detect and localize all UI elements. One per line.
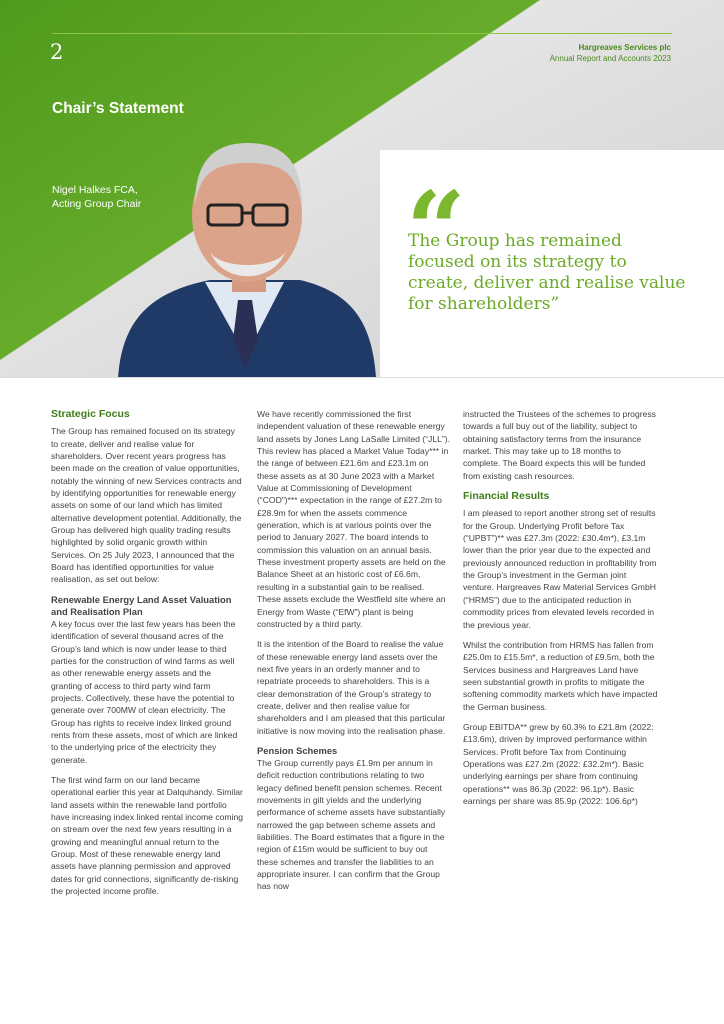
column-1 (51, 408, 244, 905)
paragraph: The first wind farm on our land became operational earlier this year at Dalquhandy. Similar land assets within the renewable land portfolio have increasing index linked rental income coming on stream over the next few years resulting in a growing and meaningful annual return to the Group. Most of these renewable energy land assets have planning permission and approved dates for grid connections, significantly de-risking the projected income profile. (51, 774, 244, 897)
paragraph: It is the intention of the Board to realise the value of these renewable energy land assets over the next five years in an orderly manner and to repatriate proceeds to shareholders. This is a clear demonstration of the Group’s strategy to create, deliver and then realise value for shareholders and I am pleased that this particular initiative is now moving into the realisation phase. (257, 639, 446, 736)
paragraph: instructed the Trustees of the schemes to progress towards a full buy out of the liability, subject to obtaining satisfactory terms from the insurance market. This may take up to 18 months to complete. The Board expects this will be funded from existing cash resources. (463, 409, 656, 481)
report-title: Annual Report and Accounts 2023 (549, 54, 671, 63)
company-name: Hargreaves Services plc (578, 43, 671, 52)
column-3 (463, 408, 658, 815)
person-role: Acting Group Chair (52, 198, 142, 210)
paragraph: Group EBITDA** grew by 60.3% to £21.8m (2022: £13.6m), driven by improved performance within Services. Profit before Tax from Continuing Operations was £27.2m (2022: £32.2m*). Basic underlying earnings per share from continuing operations** was 86.3p (2022: 96.1p*). Basic earnings per share was 85.9p (2022: 106.6p*) (463, 721, 654, 806)
report-header (550, 42, 671, 64)
page-number: 2 (50, 40, 64, 64)
pull-quote: The Group has remained focused on its strategy to create, deliver and realise value for shareholders” (408, 231, 686, 314)
paragraph: The Group has remained focused on its strategy to create, deliver and realise value for shareholders. Over recent years progress has been made on the creation of value opportunities, notably the winning of new Services contracts and by identifying opportunities for renewable energy assets on some of our land which has limited alternative development potential. Additionally, the Group has delivered high quality trading results highlighted by solid organic growth within Services. On 25 July 2023, I announced that the Board has identified opportunities for value realisation, as set out below: (51, 426, 242, 585)
paragraph: Whilst the contribution from HRMS has fallen from £25.0m to £15.5m*, a reduction of £9.5m, both the Services business and Hargreaves Land have seen substantial growth in profits to mitigate the softening commodity markets which have impacted the German business. (463, 639, 658, 712)
heading-financial-results: Financial Results (463, 490, 550, 503)
heading-renewable-energy: Renewable Energy Land Asset Valuation and Realisation Plan (51, 593, 232, 617)
person-name: Nigel Halkes FCA, (52, 184, 138, 196)
quote-mark-icon: “ (406, 168, 466, 291)
paragraph: We have recently commissioned the first independent valuation of these renewable energy land assets by Jones Lang LaSalle Limited (“JLL”). This review has placed a Market Value Today*** in the range of between £21.6m and £23.1m on these assets as at 30 June 2023 with a Market Value at Commissioning of Development (“COD”)*** expectation in the range of £27.2m to £28.9m for when the assets commence generation, which is at various points over the period to January 2027. The board intends to commission this valuation on an annual basis. These investment property assets are held on the Balance Sheet at an historic cost of £6.6m, resulting in a substantial gain to be realised. These assets exclude the Westfield site where an Energy from Waste (“EfW”) plant is being constructed by a third party. (257, 409, 450, 629)
header-rule (52, 33, 672, 34)
paragraph: I am pleased to report another strong set of results for the Group. Underlying Profit before Tax (“UPBT”)** was £27.3m (2022: £30.4m*), £3.1m lower than the prior year due to the expected and previously announced reduction in profitability from the Group’s investment in the German joint venture. Hargreaves Raw Material Services GmbH (“HRMS”) due to the anticipated reduction in commodity prices from elevated levels recorded in the previous year. (463, 508, 657, 630)
heading-strategic-focus: Strategic Focus (51, 408, 130, 420)
heading-pension-schemes: Pension Schemes (257, 744, 338, 756)
section-title: Chair’s Statement (52, 100, 184, 117)
person-caption (52, 183, 141, 211)
paragraph: A key focus over the last few years has been the identification of several thousand acres of the Group’s land which is now under lease to third parties for the construction of wind farms as well as other renewable energy assets and the granting of access to third party wind farm projects. Collectively, these have the potential to generate over 700MW of clean electricity. The Group has rights to receive index linked ground rents from these assets, most of which are linked to the underlying price of the electricity they generate. (51, 618, 238, 765)
paragraph: The Group currently pays £1.9m per annum in deficit reduction contributions relating to two legacy defined benefit pension schemes. Recent movements in gilt yields and the underlying performance of scheme assets have substantially narrowed the gap between scheme assets and liabilities. The Board estimates that a figure in the region of £15m would be sufficient to buy out these schemes and transfer the liabilities to an appropriate insurer. I can confirm that the Group has now (257, 757, 446, 892)
column-2 (257, 408, 450, 901)
